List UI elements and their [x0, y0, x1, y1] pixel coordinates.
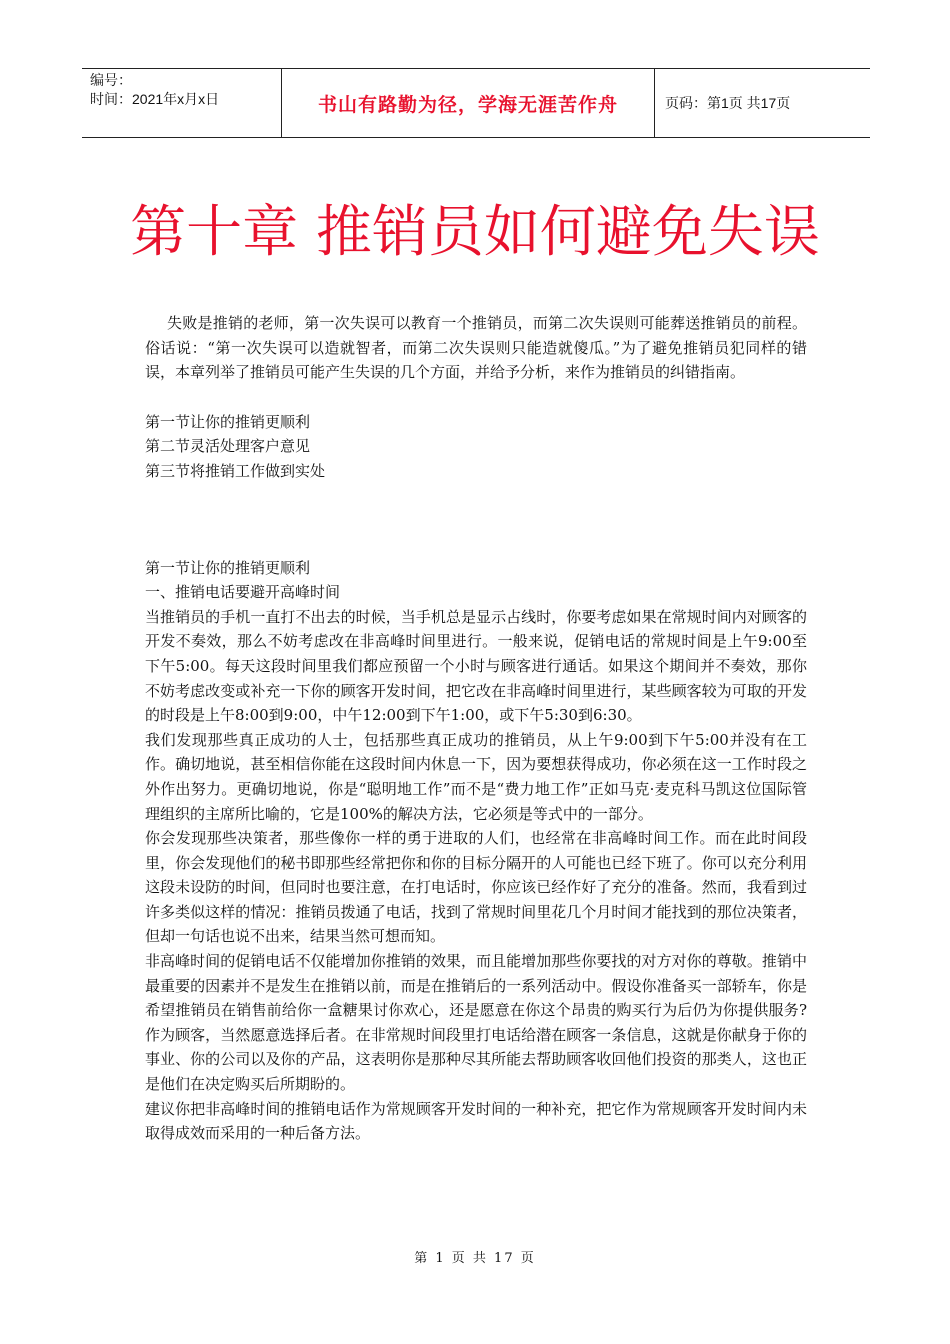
toc-item: 第二节灵活处理客户意见 — [145, 437, 311, 456]
body-paragraph: 建议你把非高峰时间的推销电话作为常规顾客开发时间的一种补充，把它作为常规顾客开发时间内未取得成效而采用的一种后备方法。 — [145, 1099, 807, 1143]
time-label: 时间：2021年x月x日 — [90, 91, 220, 107]
chapter-title: 第十章 推销员如何避免失误 — [130, 199, 820, 265]
body-paragraph: 当推销员的手机一直打不出去的时候，当手机总是显示占线时，你要考虑如果在常规时间内对顾客的开发不奏效，那么不妨考虑改在非高峰时间里进行。一般来说，促销电话的常规时间是上午9:00至下午5:00。每天这段时间里我们都应预留一个小时与顾客进行通话。如果这个期间并不奏效，那你不妨考虑改变或补充一下你的顾客开发时间，把它改在非高峰时间里进行，某些顾客较为可取的开发的时段是上午8:00到9:00，中午12:00到下午1:00，或下午5:30到6:30。 — [145, 607, 807, 725]
toc-item: 第一节让你的推销更顺利 — [145, 412, 311, 431]
body-paragraph: 你会发现那些决策者，那些像你一样的勇于进取的人们，也经常在非高峰时间工作。而在此时间段里，你会发现他们的秘书即那些经常把你和你的目标分隔开的人可能也已经下班了。你可以充分利用这段未设防的时间，但同时也要注意，在打电话时，你应该已经作好了充分的准备。然而，我看到过许多类似这样的情况：推销员拨通了电话，找到了常规时间里花几个月时间才能找到的那位决策者，但却一句话也说不出来，结果当然可想而知。 — [145, 829, 807, 946]
body-paragraph: 我们发现那些真正成功的人士，包括那些真正成功的推销员，从上午9:00到下午5:00并没有在工作。确切地说，甚至相信你能在这段时间内休息一下，因为要想获得成功，你必须在这一工作时段之外作出努力。更确切地说，你是“聪明地工作”而不是“费力地工作”正如马克·麦克科马凯这位国际管理组织的主席所比喻的，它是100%的解决方法，它必须是等式中的一部分。 — [145, 730, 807, 823]
header-page-info: 页码：第1页 共17页 — [665, 95, 791, 111]
section-title: 第一节让你的推销更顺利 — [145, 558, 311, 577]
page-footer: 第 1 页 共 17 页 — [414, 1251, 536, 1266]
number-label: 编号： — [90, 72, 132, 88]
document-header — [82, 68, 870, 138]
header-meta — [82, 69, 282, 137]
header-motto: 书山有路勤为径，学海无涯苦作舟 — [282, 69, 655, 137]
subsection-title: 一、推销电话要避开高峰时间 — [145, 583, 341, 602]
body-paragraph: 非高峰时间的促销电话不仅能增加你推销的效果，而且能增加那些你要找的对方对你的尊敬。推销中最重要的因素并不是发生在推销以前，而是在推销后的一系列活动中。假设你准备买一部轿车，你是希望推销员在销售前给你一盒糖果讨你欢心，还是愿意在你这个昂贵的购买行为后仍为你提供服务?作为顾客，当然愿意选择后者。在非常规时间段里打电话给潜在顾客一条信息，这就是你献身于你的事业、你的公司以及你的产品，这表明你是那种尽其所能去帮助顾客收回他们投资的那类人，这也正是他们在决定购买后所期盼的。 — [145, 952, 807, 1094]
document-body — [145, 311, 807, 1146]
toc-item: 第三节将推销工作做到实处 — [145, 461, 326, 480]
intro-paragraph: 失败是推销的老师，第一次失误可以教育一个推销员，而第二次失误则可能葬送推销员的前程。俗话说：“第一次失误可以造就智者，而第二次失误则只能造就傻瓜。”为了避免推销员犯同样的错误，本章列举了推销员可能产生失误的几个方面，并给予分析，来作为推销员的纠错指南。 — [145, 314, 807, 382]
